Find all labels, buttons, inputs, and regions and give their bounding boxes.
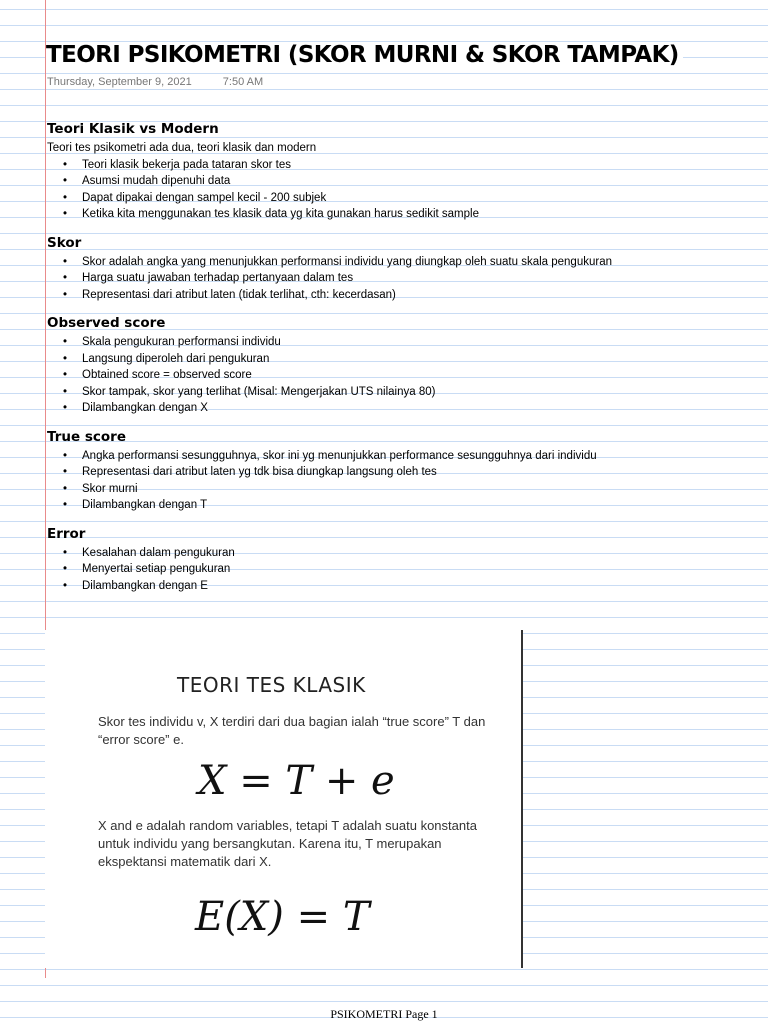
list-item: • Langsung diperoleh dari pengukuran xyxy=(47,351,737,368)
list-item: • Dilambangkan dengan E xyxy=(47,578,737,595)
note-content xyxy=(47,119,737,604)
section-error xyxy=(47,524,737,595)
bullet-list xyxy=(47,334,737,417)
section-heading: Error xyxy=(47,525,86,542)
list-item: • Teori klasik bekerja pada tataran skor tes xyxy=(47,157,737,174)
slide-title: TEORI TES KLASIK xyxy=(177,673,366,697)
list-item: • Harga suatu jawaban terhadap pertanyaan dalam tes xyxy=(47,270,737,287)
section-skor xyxy=(47,233,737,304)
page-time: 7:50 AM xyxy=(222,76,264,88)
bullet-list xyxy=(47,545,737,595)
section-teori-klasik xyxy=(47,119,737,223)
section-heading: Teori Klasik vs Modern xyxy=(47,121,219,137)
page-title: TEORI PSIKOMETRI (SKOR MURNI & SKOR TAMPAK) xyxy=(46,42,683,68)
formula-x-equals-t-plus-e: X = T + e xyxy=(198,758,395,804)
formula-expectation: E(X) = T xyxy=(195,894,370,940)
section-heading: True score xyxy=(47,428,126,445)
list-item: • Angka performansi sesungguhnya, skor ini yg menunjukkan performance sesungguhnya dari individu xyxy=(47,448,737,465)
section-heading: Observed score xyxy=(47,315,166,331)
list-item: • Skor tampak, skor yang terlihat (Misal: Mengerjakan UTS nilainya 80) xyxy=(47,384,737,401)
section-true-score xyxy=(47,427,737,514)
page-footer: PSIKOMETRI Page 1 xyxy=(330,1007,438,1021)
list-item: • Skor adalah angka yang menunjukkan performansi individu yang diungkap oleh suatu skala pengukuran xyxy=(47,254,737,271)
list-item: • Skor murni xyxy=(47,481,737,498)
page-timestamp xyxy=(47,76,263,88)
slide-paragraph: X and e adalah random variables, tetapi T adalah suatu konstanta untuk individu yang bersangkutan. Karena itu, T merupakan ekspektansi matematik dari X. xyxy=(98,818,477,869)
bullet-list xyxy=(47,157,737,223)
bullet-list xyxy=(47,254,737,304)
list-item: • Menyertai setiap pengukuran xyxy=(47,561,737,578)
page-date: Thursday, September 9, 2021 xyxy=(47,76,192,88)
list-item: • Skala pengukuran performansi individu xyxy=(47,334,737,351)
list-item: • Dapat dipakai dengan sampel kecil - 200 subjek xyxy=(47,190,737,207)
list-item: • Dilambangkan dengan T xyxy=(47,497,737,514)
list-item: • Obtained score = observed score xyxy=(47,367,737,384)
section-observed-score xyxy=(47,313,737,417)
list-item: • Kesalahan dalam pengukuran xyxy=(47,545,737,562)
list-item: • Dilambangkan dengan X xyxy=(47,400,737,417)
list-item: • Representasi dari atribut laten yg tdk bisa diungkap langsung oleh tes xyxy=(47,464,737,481)
teori-tes-klasik-slide xyxy=(45,630,523,968)
section-heading: Skor xyxy=(47,234,82,251)
section-intro: Teori tes psikometri ada dua, teori klasik dan modern xyxy=(47,142,317,154)
bullet-list xyxy=(47,448,737,514)
list-item: • Representasi dari atribut laten (tidak terlihat, cth: kecerdasan) xyxy=(47,287,737,304)
list-item: • Ketika kita menggunakan tes klasik data yg kita gunakan harus sedikit sample xyxy=(47,206,737,223)
slide-paragraph: Skor tes individu v, X terdiri dari dua bagian ialah “true score” T dan “error score” e. xyxy=(98,714,486,747)
list-item: • Asumsi mudah dipenuhi data xyxy=(47,173,737,190)
